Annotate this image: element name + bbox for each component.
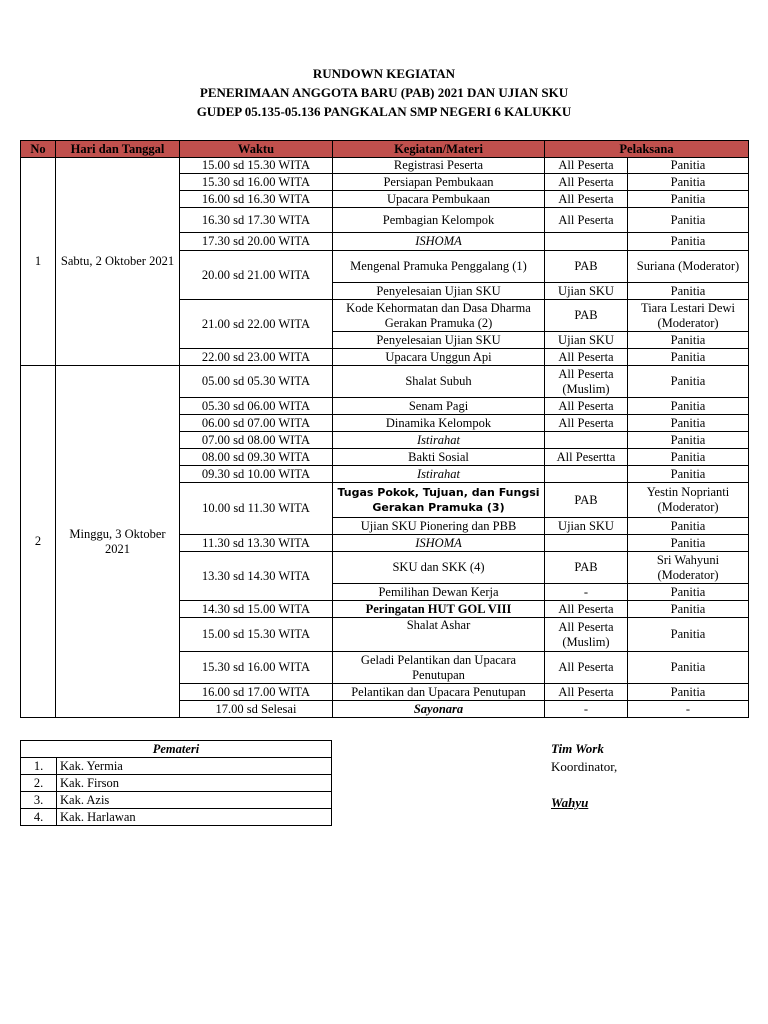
activity-cell: Mengenal Pramuka Penggalang (1) bbox=[333, 251, 545, 283]
exec-cell: Panitia bbox=[628, 191, 749, 208]
time-cell: 17.00 sd Selesai bbox=[180, 701, 333, 718]
exec-cell: Panitia bbox=[628, 366, 749, 398]
day-no: 1 bbox=[21, 158, 56, 366]
activity-cell: Sayonara bbox=[333, 701, 545, 718]
exec-cell: Panitia bbox=[628, 233, 749, 251]
time-cell: 15.00 sd 15.30 WITA bbox=[180, 158, 333, 174]
time-cell: 16.00 sd 17.00 WITA bbox=[180, 684, 333, 701]
exec-cell: Tiara Lestari Dewi (Moderator) bbox=[628, 300, 749, 332]
activity-cell: Pemilihan Dewan Kerja bbox=[333, 584, 545, 601]
exec-cell: Panitia bbox=[628, 584, 749, 601]
activity-cell: Istirahat bbox=[333, 432, 545, 449]
exec-cell: All Peserta (Muslim) bbox=[545, 618, 628, 652]
header-activity: Kegiatan/Materi bbox=[333, 141, 545, 158]
exec-cell: All Peserta bbox=[545, 191, 628, 208]
exec-cell: Panitia bbox=[628, 283, 749, 300]
exec-cell: PAB bbox=[545, 483, 628, 518]
table-row bbox=[21, 366, 749, 398]
timwork-block bbox=[551, 740, 617, 812]
exec-cell: Panitia bbox=[628, 449, 749, 466]
pemateri-no: 4. bbox=[21, 809, 57, 826]
time-cell: 05.30 sd 06.00 WITA bbox=[180, 398, 333, 415]
exec-cell: Panitia bbox=[628, 618, 749, 652]
list-item bbox=[21, 792, 332, 809]
activity-cell: Pembagian Kelompok bbox=[333, 208, 545, 233]
exec-cell bbox=[545, 432, 628, 449]
pemateri-no: 2. bbox=[21, 775, 57, 792]
exec-cell: Suriana (Moderator) bbox=[628, 251, 749, 283]
activity-cell: Peringatan HUT GOL VIII bbox=[333, 601, 545, 618]
activity-cell: Bakti Sosial bbox=[333, 449, 545, 466]
activity-cell: Persiapan Pembukaan bbox=[333, 174, 545, 191]
pemateri-name: Kak. Yermia bbox=[57, 758, 332, 775]
time-cell: 16.00 sd 16.30 WITA bbox=[180, 191, 333, 208]
activity-cell: SKU dan SKK (4) bbox=[333, 552, 545, 584]
exec-cell: Panitia bbox=[628, 332, 749, 349]
activity-cell: Kode Kehormatan dan Dasa Dharma Gerakan Pramuka (2) bbox=[333, 300, 545, 332]
pemateri-name: Kak. Firson bbox=[57, 775, 332, 792]
exec-cell: Panitia bbox=[628, 158, 749, 174]
exec-cell: Panitia bbox=[628, 349, 749, 366]
activity-cell: Penyelesaian Ujian SKU bbox=[333, 283, 545, 300]
exec-cell: Sri Wahyuni (Moderator) bbox=[628, 552, 749, 584]
exec-cell: All Peserta bbox=[545, 652, 628, 684]
pemateri-table bbox=[20, 740, 332, 826]
exec-cell: - bbox=[545, 584, 628, 601]
exec-cell: - bbox=[628, 701, 749, 718]
time-cell: 10.00 sd 11.30 WITA bbox=[180, 483, 333, 535]
activity-cell: Senam Pagi bbox=[333, 398, 545, 415]
time-cell: 07.00 sd 08.00 WITA bbox=[180, 432, 333, 449]
exec-cell: Panitia bbox=[628, 174, 749, 191]
exec-cell: All Peserta bbox=[545, 208, 628, 233]
time-cell: 22.00 sd 23.00 WITA bbox=[180, 349, 333, 366]
exec-cell bbox=[545, 535, 628, 552]
time-cell: 13.30 sd 14.30 WITA bbox=[180, 552, 333, 601]
activity-cell: Geladi Pelantikan dan Upacara Penutupan bbox=[333, 652, 545, 684]
title-line-2: PENERIMAAN ANGGOTA BARU (PAB) 2021 DAN UJIAN SKU bbox=[199, 85, 569, 100]
title-line-3: GUDEP 05.135-05.136 PANGKALAN SMP NEGERI 6 KALUKKU bbox=[196, 104, 572, 119]
title-line-1: RUNDOWN KEGIATAN bbox=[312, 66, 456, 81]
time-cell: 20.00 sd 21.00 WITA bbox=[180, 251, 333, 300]
time-cell: 05.00 sd 05.30 WITA bbox=[180, 366, 333, 398]
exec-cell bbox=[545, 466, 628, 483]
exec-cell: All Peserta bbox=[545, 158, 628, 174]
timwork-signature-name: Wahyu bbox=[551, 795, 589, 810]
time-cell: 15.00 sd 15.30 WITA bbox=[180, 618, 333, 652]
activity-cell: Istirahat bbox=[333, 466, 545, 483]
time-cell: 15.30 sd 16.00 WITA bbox=[180, 652, 333, 684]
pemateri-no: 3. bbox=[21, 792, 57, 809]
exec-cell: Panitia bbox=[628, 432, 749, 449]
activity-cell: Registrasi Peserta bbox=[333, 158, 545, 174]
exec-cell: Ujian SKU bbox=[545, 518, 628, 535]
header-day: Hari dan Tanggal bbox=[56, 141, 180, 158]
activity-cell: Dinamika Kelompok bbox=[333, 415, 545, 432]
exec-cell: Ujian SKU bbox=[545, 332, 628, 349]
exec-cell: Yestin Noprianti (Moderator) bbox=[628, 483, 749, 518]
time-cell: 21.00 sd 22.00 WITA bbox=[180, 300, 333, 349]
activity-cell: ISHOMA bbox=[333, 233, 545, 251]
list-item bbox=[21, 809, 332, 826]
activity-cell: Tugas Pokok, Tujuan, dan Fungsi Gerakan Pramuka (3) bbox=[333, 483, 545, 518]
activity-cell: Upacara Unggun Api bbox=[333, 349, 545, 366]
exec-cell: Panitia bbox=[628, 415, 749, 432]
exec-cell bbox=[545, 233, 628, 251]
time-cell: 17.30 sd 20.00 WITA bbox=[180, 233, 333, 251]
pemateri-header-row bbox=[21, 741, 332, 758]
exec-cell: Panitia bbox=[628, 518, 749, 535]
time-cell: 16.30 sd 17.30 WITA bbox=[180, 208, 333, 233]
schedule-table bbox=[20, 140, 749, 718]
time-cell: 11.30 sd 13.30 WITA bbox=[180, 535, 333, 552]
time-cell: 15.30 sd 16.00 WITA bbox=[180, 174, 333, 191]
exec-cell: Panitia bbox=[628, 535, 749, 552]
exec-cell: Ujian SKU bbox=[545, 283, 628, 300]
day-no: 2 bbox=[21, 366, 56, 718]
activity-cell: Shalat Ashar bbox=[333, 618, 545, 652]
day-date: Minggu, 3 Oktober 2021 bbox=[56, 366, 180, 718]
exec-cell: All Peserta (Muslim) bbox=[545, 366, 628, 398]
activity-cell: Upacara Pembukaan bbox=[333, 191, 545, 208]
activity-cell: Shalat Subuh bbox=[333, 366, 545, 398]
time-cell: 14.30 sd 15.00 WITA bbox=[180, 601, 333, 618]
exec-cell: - bbox=[545, 701, 628, 718]
exec-cell: Panitia bbox=[628, 684, 749, 701]
exec-cell: All Peserta bbox=[545, 684, 628, 701]
pemateri-name: Kak. Azis bbox=[57, 792, 332, 809]
pemateri-name: Kak. Harlawan bbox=[57, 809, 332, 826]
exec-cell: All Peserta bbox=[545, 398, 628, 415]
table-row bbox=[21, 158, 749, 174]
list-item bbox=[21, 758, 332, 775]
document-title bbox=[0, 64, 768, 121]
activity-cell: Pelantikan dan Upacara Penutupan bbox=[333, 684, 545, 701]
exec-cell: All Peserta bbox=[545, 174, 628, 191]
pemateri-header: Pemateri bbox=[21, 741, 332, 758]
exec-cell: Panitia bbox=[628, 601, 749, 618]
time-cell: 09.30 sd 10.00 WITA bbox=[180, 466, 333, 483]
time-cell: 06.00 sd 07.00 WITA bbox=[180, 415, 333, 432]
activity-cell: Penyelesaian Ujian SKU bbox=[333, 332, 545, 349]
exec-cell: All Peserta bbox=[545, 415, 628, 432]
timwork-title: Tim Work bbox=[551, 741, 604, 756]
exec-cell: All Peserta bbox=[545, 349, 628, 366]
exec-cell: Panitia bbox=[628, 466, 749, 483]
header-time: Waktu bbox=[180, 141, 333, 158]
exec-cell: All Pesertta bbox=[545, 449, 628, 466]
activity-cell: Ujian SKU Pionering dan PBB bbox=[333, 518, 545, 535]
pemateri-no: 1. bbox=[21, 758, 57, 775]
day-date: Sabtu, 2 Oktober 2021 bbox=[56, 158, 180, 366]
exec-cell: PAB bbox=[545, 251, 628, 283]
time-cell: 08.00 sd 09.30 WITA bbox=[180, 449, 333, 466]
schedule-header-row bbox=[21, 141, 749, 158]
header-no: No bbox=[21, 141, 56, 158]
exec-cell: Panitia bbox=[628, 652, 749, 684]
header-exec: Pelaksana bbox=[545, 141, 749, 158]
exec-cell: PAB bbox=[545, 552, 628, 584]
exec-cell: All Peserta bbox=[545, 601, 628, 618]
timwork-role: Koordinator, bbox=[551, 759, 618, 774]
exec-cell: Panitia bbox=[628, 398, 749, 415]
exec-cell: PAB bbox=[545, 300, 628, 332]
activity-cell: ISHOMA bbox=[333, 535, 545, 552]
exec-cell: Panitia bbox=[628, 208, 749, 233]
list-item bbox=[21, 775, 332, 792]
